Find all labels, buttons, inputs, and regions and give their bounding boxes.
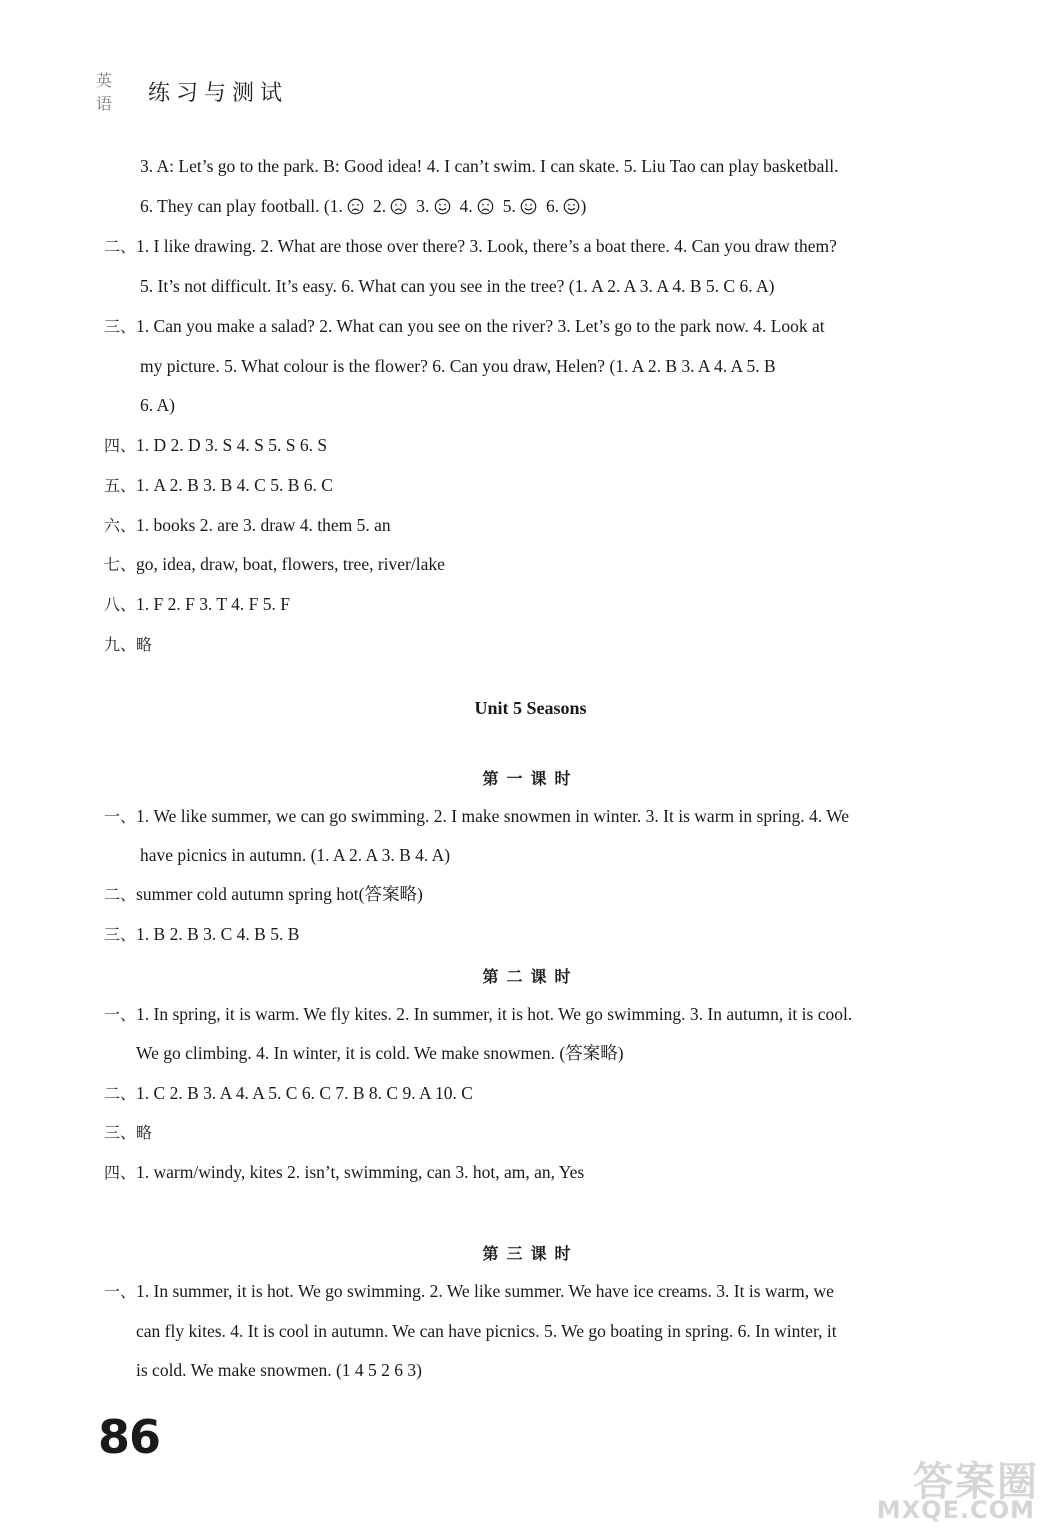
watermark-url: MXQE.COM	[876, 1496, 1035, 1524]
answer-line: 5. It’s not difficult. It’s easy. 6. What can you see in the tree? (1. A 2. A 3. A 4. B 5. C 6. A)	[140, 276, 775, 296]
answer-line: 六、1. books 2. are 3. draw 4. them 5. an	[104, 515, 391, 535]
lesson-heading-3: 第三课时	[482, 1244, 579, 1263]
answer-line: is cold. We make snowmen. (1 4 5 2 6 3)	[136, 1360, 422, 1380]
sad-face-icon	[347, 198, 364, 215]
face-number: 2.	[364, 196, 391, 216]
happy-face-icon	[434, 198, 451, 215]
answer-line: 二、1. C 2. B 3. A 4. A 5. C 6. C 7. B 8. C 9. A 10. C	[104, 1083, 473, 1103]
watermark-logo	[849, 1450, 1049, 1530]
answer-line: have picnics in autumn. (1. A 2. A 3. B 4. A)	[140, 845, 451, 865]
answer-line: 三、略	[104, 1123, 153, 1142]
book-title: 练习与测试	[148, 81, 289, 106]
answer-line: 三、1. Can you make a salad? 2. What can you see on the river? 3. Let’s go to the park now. 4. Look at	[104, 316, 825, 336]
happy-face-icon	[563, 198, 580, 215]
lesson-heading-1: 第一课时	[482, 769, 579, 788]
watermark-text: 答案圈	[913, 1459, 1039, 1505]
sad-face-icon	[477, 198, 494, 215]
faces-row	[347, 196, 586, 216]
answer-line: 四、1. D 2. D 3. S 4. S 5. S 6. S	[104, 435, 328, 455]
answer-line: 九、略	[104, 635, 153, 654]
answer-line: 二、summer cold autumn spring hot(答案略)	[104, 884, 423, 904]
answer-line: 三、1. B 2. B 3. C 4. B 5. B	[104, 924, 300, 944]
sad-face-icon	[390, 198, 407, 215]
face-number: 3.	[407, 196, 434, 216]
answer-line: my picture. 5. What colour is the flower? 6. Can you draw, Helen? (1. A 2. B 3. A 4. A 5. B	[140, 356, 776, 376]
answer-line: We go climbing. 4. In winter, it is cold. We make snowmen. (答案略)	[136, 1043, 624, 1063]
answer-line-faces: 6. They can play football. (1. 2. 3. 4. 5. 6. )	[140, 196, 587, 216]
answer-line: can fly kites. 4. It is cool in autumn. We can have picnics. 5. We go boating in spring. 6. In winter, it	[136, 1321, 837, 1341]
answer-line: 七、go, idea, draw, boat, flowers, tree, river/lake	[104, 554, 445, 574]
face-number: 4.	[450, 196, 477, 216]
answer-line: 八、1. F 2. F 3. T 4. F 5. F	[104, 594, 291, 614]
unit-title: Unit 5 Seasons	[474, 698, 587, 718]
answer-line: 一、1. In summer, it is hot. We go swimming. 2. We like summer. We have ice creams. 3. It is warm, we	[104, 1281, 834, 1301]
close-paren: )	[580, 196, 587, 216]
lesson-heading-2: 第二课时	[482, 967, 579, 986]
face-number: 5.	[493, 196, 521, 216]
answer-line: 一、1. In spring, it is warm. We fly kites. 2. In summer, it is hot. We go swimming. 3. In autumn, it is cool.	[104, 1004, 853, 1024]
answer-line: 四、1. warm/windy, kites 2. isn’t, swimming, can 3. hot, am, an, Yes	[104, 1162, 585, 1182]
page-number: 86	[98, 1410, 161, 1464]
subject-label: 英语	[96, 71, 114, 113]
answer-line: 五、1. A 2. B 3. B 4. C 5. B 6. C	[104, 475, 333, 495]
answer-line: 二、1. I like drawing. 2. What are those over there? 3. Look, there’s a boat there. 4. Can you draw them?	[104, 236, 837, 256]
answer-line: 6. A)	[140, 395, 175, 415]
happy-face-icon	[520, 198, 537, 215]
answer-line: 一、1. We like summer, we can go swimming. 2. I make snowmen in winter. 3. It is warm in spring. 4. We	[104, 806, 850, 826]
answer-line: 3. A: Let’s go to the park. B: Good idea! 4. I can’t swim. I can skate. 5. Liu Tao can play basketball.	[140, 156, 839, 176]
face-number: 6.	[537, 196, 564, 216]
